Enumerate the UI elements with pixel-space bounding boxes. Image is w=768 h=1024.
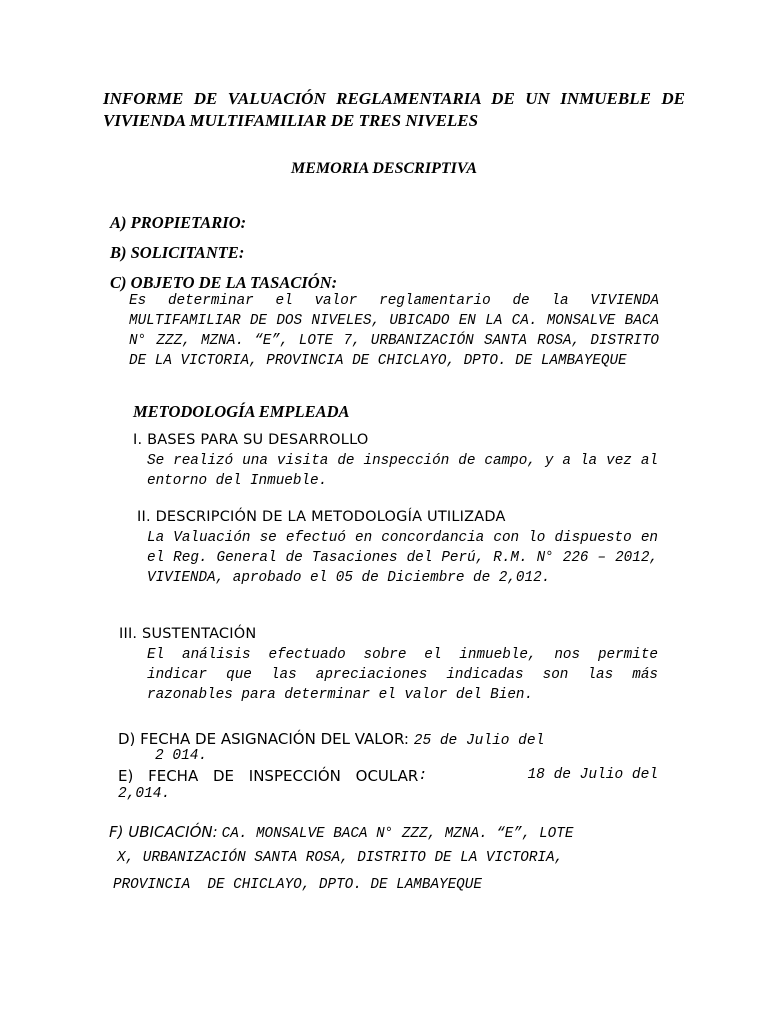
- report-title: INFORME DE VALUACIÓN REGLAMENTARIA DE UN INMUEBLE DE VIVIENDA MULTIFAMILIAR DE TRES NIVELES: [103, 89, 685, 130]
- fecha-inspeccion-label: E) FECHA DE INSPECCIÓN OCULAR: [118, 767, 419, 785]
- subsection-bases-body: Se realizó una visita de inspección de campo, y a la vez al entorno del Inmueble.: [147, 453, 658, 489]
- section-fecha-asignacion: [118, 730, 544, 749]
- metodologia-heading: METODOLOGÍA EMPLEADA: [133, 402, 350, 421]
- fecha-asignacion-value-cont: 2 014.: [155, 748, 208, 764]
- ubicacion-label: F) UBICACIÓN:: [109, 823, 218, 841]
- subsection-bases-heading: I. BASES PARA SU DESARROLLO: [133, 432, 369, 448]
- section-ubicacion-line1: [109, 823, 573, 842]
- fecha-inspeccion-label-group: [118, 767, 427, 785]
- subsection-sustentacion-heading: III. SUSTENTACIÓN: [119, 626, 257, 642]
- section-fecha-inspeccion: [118, 767, 658, 785]
- fecha-inspeccion-value: 18 de Julio del: [527, 767, 658, 783]
- ubicacion-text-3: PROVINCIA DE CHICLAYO, DPTO. DE LAMBAYEQUE: [113, 877, 482, 893]
- section-objeto-heading: C) OBJETO DE LA TASACIÓN:: [110, 273, 338, 292]
- section-solicitante-heading: B) SOLICITANTE:: [110, 243, 245, 262]
- subsection-sustentacion-body: El análisis efectuado sobre el inmueble, nos permite indicar que las apreciaciones indicadas son las más razonables para determinar el valor del Bien.: [147, 647, 658, 703]
- ubicacion-text-1: CA. MONSALVE BACA N° ZZZ, MZNA. “E”, LOTE: [221, 826, 574, 842]
- subsection-descripcion-body: La Valuación se efectuó en concordancia con lo dispuesto en el Reg. General de Tasaciones del Perú, R.M. N° 226 – 2012, VIVIENDA, aprobado el 05 de Diciembre de 2,012.: [147, 530, 658, 586]
- fecha-asignacion-label: D) FECHA DE ASIGNACIÓN DEL VALOR:: [118, 730, 409, 748]
- ubicacion-text-2: X, URBANIZACIÓN SANTA ROSA, DISTRITO DE LA VICTORIA,: [117, 850, 564, 866]
- fecha-inspeccion-value-cont: 2,014.: [118, 786, 171, 802]
- section-propietario-heading: A) PROPIETARIO:: [110, 213, 247, 232]
- subsection-descripcion-heading: II. DESCRIPCIÓN DE LA METODOLOGÍA UTILIZADA: [137, 509, 506, 525]
- report-subtitle: MEMORIA DESCRIPTIVA: [291, 160, 477, 177]
- fecha-inspeccion-colon: :: [418, 767, 428, 784]
- section-objeto-body: Es determinar el valor reglamentario de la VIVIENDA MULTIFAMILIAR DE DOS NIVELES, UBICADO EN LA CA. MONSALVE BACA N° ZZZ, MZNA. “E”, LOTE 7, URBANIZACIÓN SANTA ROSA, DISTRITO DE LA VICTORIA, PROVINCIA DE CHICLAYO, DPTO. DE LAMBAYEQUE: [129, 293, 659, 369]
- fecha-asignacion-value: 25 de Julio del: [413, 733, 545, 749]
